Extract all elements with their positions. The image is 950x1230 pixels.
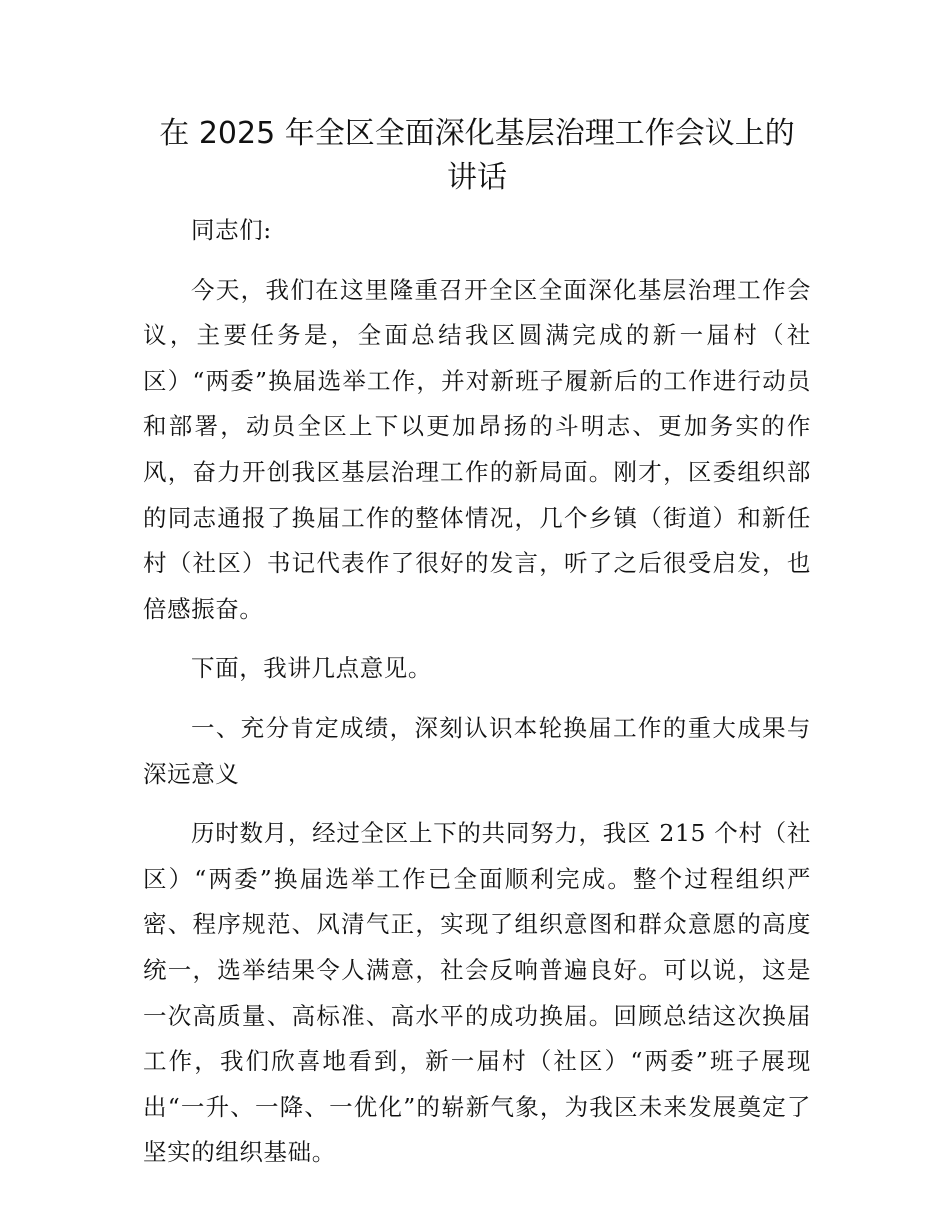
paragraph-achievements: 历时数月，经过全区上下的共同努力，我区 215 个村（社区）“两委”换届选举工作已全面顺利完成。整个过程组织严密、程序规范、风清气正，实现了组织意图和群众意愿的高度统一，选举结果令人满意，社会反响普遍良好。可以说，这是一次高质量、高标准、高水平的成功换届。回顾总结这次换届工作，我们欣喜地看到，新一届村（社区）“两委”班子展现出“一升、一降、一优化”的崭新气象，为我区未来发展奠定了坚实的组织基础。 [143, 819, 811, 1167]
document-page [143, 112, 811, 1176]
salutation: 同志们: [191, 216, 272, 244]
title-line-1: 在 2025 年全区全面深化基层治理工作会议上的 [159, 116, 795, 151]
section-heading-1: 一、充分肯定成绩，深刻认识本轮换届工作的重大成果与深远意义 [143, 713, 811, 788]
paragraph-transition: 下面，我讲几点意见。 [191, 654, 432, 683]
paragraph-opening: 今天，我们在这里隆重召开全区全面深化基层治理工作会议，主要任务是，全面总结我区圆满完成的新一届村（社区）“两委”换届选举工作，并对新班子履新后的工作进行动员和部署，动员全区上下以更加昂扬的斗明志、更加务实的作风，奋力开创我区基层治理工作的新局面。刚才，区委组织部的同志通报了换届工作的整体情况，几个乡镇（街道）和新任村（社区）书记代表作了很好的发言，听了之后很受启发，也倍感振奋。 [143, 275, 811, 623]
document-title [143, 112, 811, 200]
title-line-2: 讲话 [447, 160, 507, 195]
